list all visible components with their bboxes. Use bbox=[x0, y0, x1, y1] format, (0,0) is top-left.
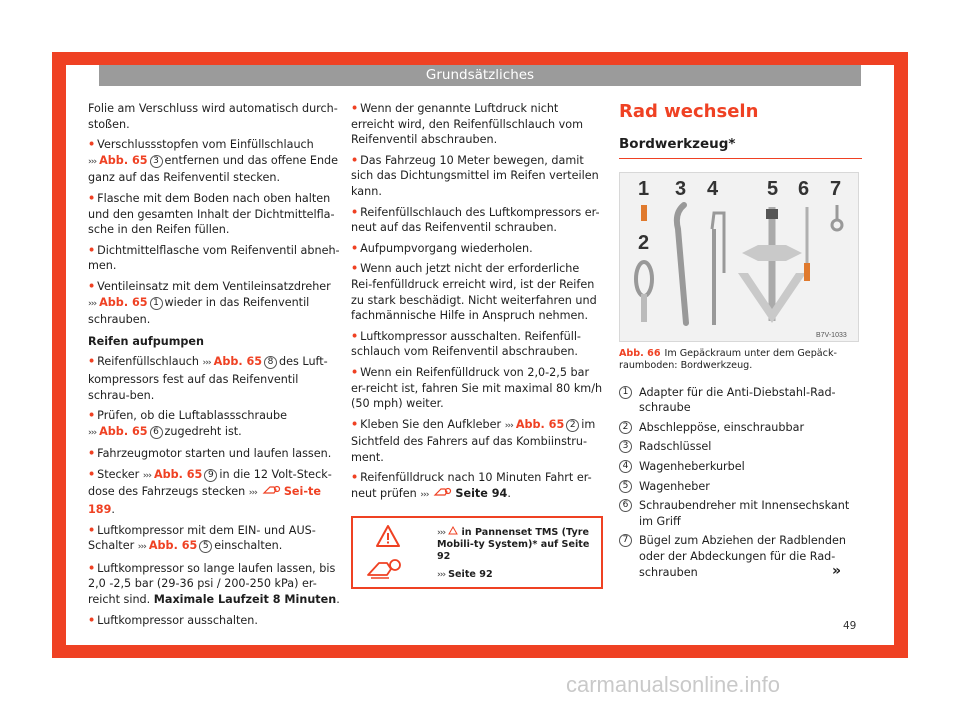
figure-link[interactable]: Abb. 65 bbox=[99, 424, 148, 438]
figure-link[interactable]: Abb. 65 bbox=[99, 153, 148, 167]
section-title: Bordwerkzeug* bbox=[619, 137, 862, 159]
tool-figure bbox=[619, 172, 859, 342]
list-item: • Dichtmittelflasche vom Reifenventil abneh-men. bbox=[88, 243, 340, 273]
toolkit-illustration bbox=[620, 173, 858, 341]
warning-small-icon bbox=[448, 526, 458, 535]
page-link[interactable]: Seite 94 bbox=[455, 487, 508, 501]
list-item: 1 Adapter für die Anti-Diebstahl-Rad-schraube bbox=[619, 385, 862, 416]
callout-1: 1 bbox=[638, 177, 650, 200]
callout-5: 5 bbox=[767, 177, 779, 200]
list-item: • Verschlussstopfen vom Einfüllschlauch ››› Abb. 65 3 entfernen und das offene Ende ganz auf das Reifenventil stecken. bbox=[88, 138, 339, 185]
callout-number: 9 bbox=[204, 469, 217, 482]
legend-list bbox=[619, 385, 862, 581]
column-3 bbox=[619, 101, 862, 584]
list-item: 6 Schraubendreher mit Innensechskant im Griff bbox=[619, 498, 862, 529]
continue-mark: » bbox=[832, 563, 842, 579]
paragraph: Folie am Verschluss wird automatisch durch-stoßen. bbox=[88, 102, 338, 131]
column-2 bbox=[351, 101, 603, 589]
list-item: • Wenn ein Reifenfülldruck von 2,0-2,5 bar er-reicht ist, fahren Sie mit maximal 80 km/h (50 mph) weiter. bbox=[351, 365, 603, 411]
list-item: 4 Wagenheberkurbel bbox=[619, 459, 862, 475]
page-number: 49 bbox=[843, 620, 857, 632]
callout-6: 6 bbox=[798, 177, 810, 200]
figure-link[interactable]: Abb. 65 bbox=[515, 417, 565, 431]
list-item: • Stecker ››› Abb. 65 9 in die 12 Volt-Steck-dose des Fahrzeugs stecken ››› Sei-te 189. bbox=[88, 467, 332, 517]
list-item: • Reifenfüllschlauch ››› Abb. 65 8 des Luft-kompressors fest auf das Reifenventil schrau-ben. bbox=[88, 355, 328, 402]
callout-2: 2 bbox=[638, 231, 650, 254]
figure-caption: Abb. 66 Im Gepäckraum unter dem Gepäck-raumboden: Bordwerkzeug. bbox=[619, 347, 837, 371]
list-item: • Wenn der genannte Luftdruck nicht erreicht wird, den Reifenfüllschlauch vom Reifenventil abschrauben. bbox=[351, 102, 584, 147]
list-item: • Reifenfülldruck nach 10 Minuten Fahrt er-neut prüfen ››› Seite 94. bbox=[351, 471, 592, 501]
figure-code: B7V-1033 bbox=[816, 331, 847, 339]
list-item: • Luftkompressor mit dem EIN- und AUS-Schalter ››› Abb. 65 5 einschalten. bbox=[88, 523, 316, 553]
chapter-title: Rad wechseln bbox=[619, 101, 759, 122]
list-item: • Prüfen, ob die Luftablassschraube ››› Abb. 65 6 zugedreht ist. bbox=[88, 409, 288, 438]
callout-number: 6 bbox=[150, 426, 163, 439]
book-icon bbox=[262, 484, 282, 496]
warning-icon bbox=[375, 524, 401, 548]
list-item: 3 Radschlüssel bbox=[619, 439, 862, 455]
warning-box bbox=[351, 516, 603, 589]
list-item: • Luftkompressor ausschalten. Reifenfüll-schlauch vom Reifenventil abschrauben. bbox=[351, 329, 581, 359]
figure-link[interactable]: Abb. 65 bbox=[148, 539, 198, 553]
list-item: 7 Bügel zum Abziehen der Radblenden oder der Abdeckungen für die Rad-schrauben bbox=[619, 533, 862, 580]
info-reference[interactable]: ››› Seite 92 bbox=[437, 568, 493, 580]
list-item: • Fahrzeugmotor starten und laufen lassen. bbox=[88, 447, 332, 461]
warning-reference[interactable]: ››› in Pannenset TMS (Tyre Mobili-ty System)* auf Seite 92 bbox=[437, 526, 590, 562]
subheading: Reifen aufpumpen bbox=[88, 334, 204, 348]
callout-number: 2 bbox=[566, 419, 579, 432]
list-item: • Luftkompressor ausschalten. bbox=[88, 613, 258, 627]
list-item: • Das Fahrzeug 10 Meter bewegen, damit sich das Dichtungsmittel im Reifen verteilen kann. bbox=[351, 153, 599, 198]
list-item: 5 Wagenheber bbox=[619, 479, 862, 495]
figure-link[interactable]: Abb. 65 bbox=[213, 355, 263, 369]
callout-3: 3 bbox=[675, 177, 687, 200]
list-item: • Aufpumpvorgang wiederholen. bbox=[351, 241, 533, 255]
column-1 bbox=[88, 101, 340, 633]
figure-link[interactable]: Abb. 65 bbox=[153, 467, 203, 481]
list-item: • Luftkompressor so lange laufen lassen, bis 2,0 -2,5 bar (29-36 psi / 200-250 kPa) er-reicht sind. Maximale Laufzeit 8 Minuten. bbox=[88, 561, 340, 607]
callout-number: 3 bbox=[150, 155, 163, 168]
callout-7: 7 bbox=[830, 177, 842, 200]
vehicle-tool-icon bbox=[365, 555, 405, 581]
list-item: • Flasche mit dem Boden nach oben halten und den gesamten Inhalt der Dichtmittelfla-sche in den Reifen füllen. bbox=[88, 191, 335, 237]
section-header: Grundsätzliches bbox=[99, 65, 861, 86]
page-link[interactable]: Sei-te 189 bbox=[88, 485, 321, 517]
list-item: • Wenn auch jetzt nicht der erforderliche Rei-fenfülldruck erreicht wird, ist der Reifen zu stark beschädigt. Nicht weiterfahren und fachmännische Hilfe in Anspruch nehmen. bbox=[351, 262, 597, 323]
callout-number: 1 bbox=[150, 297, 163, 310]
list-item: • Reifenfüllschlauch des Luftkompressors er-neut auf das Reifenventil schrauben. bbox=[351, 205, 600, 235]
list-item: • Ventileinsatz mit dem Ventileinsatzdreher ››› Abb. 65 1 wieder in das Reifenventil schrauben. bbox=[88, 279, 331, 327]
page bbox=[66, 65, 894, 645]
list-item: 2 Abschleppöse, einschraubbar bbox=[619, 420, 862, 436]
callout-number: 8 bbox=[264, 356, 277, 369]
figure-link[interactable]: Abb. 65 bbox=[99, 295, 148, 309]
callout-4: 4 bbox=[707, 177, 719, 200]
callout-number: 5 bbox=[199, 540, 212, 553]
book-icon bbox=[433, 486, 453, 498]
watermark: carmanualsonline.info bbox=[566, 672, 781, 697]
list-item: • Kleben Sie den Aufkleber ››› Abb. 65 2 im Sichtfeld des Fahrers auf das Kombiinstru-ment. bbox=[351, 417, 596, 464]
